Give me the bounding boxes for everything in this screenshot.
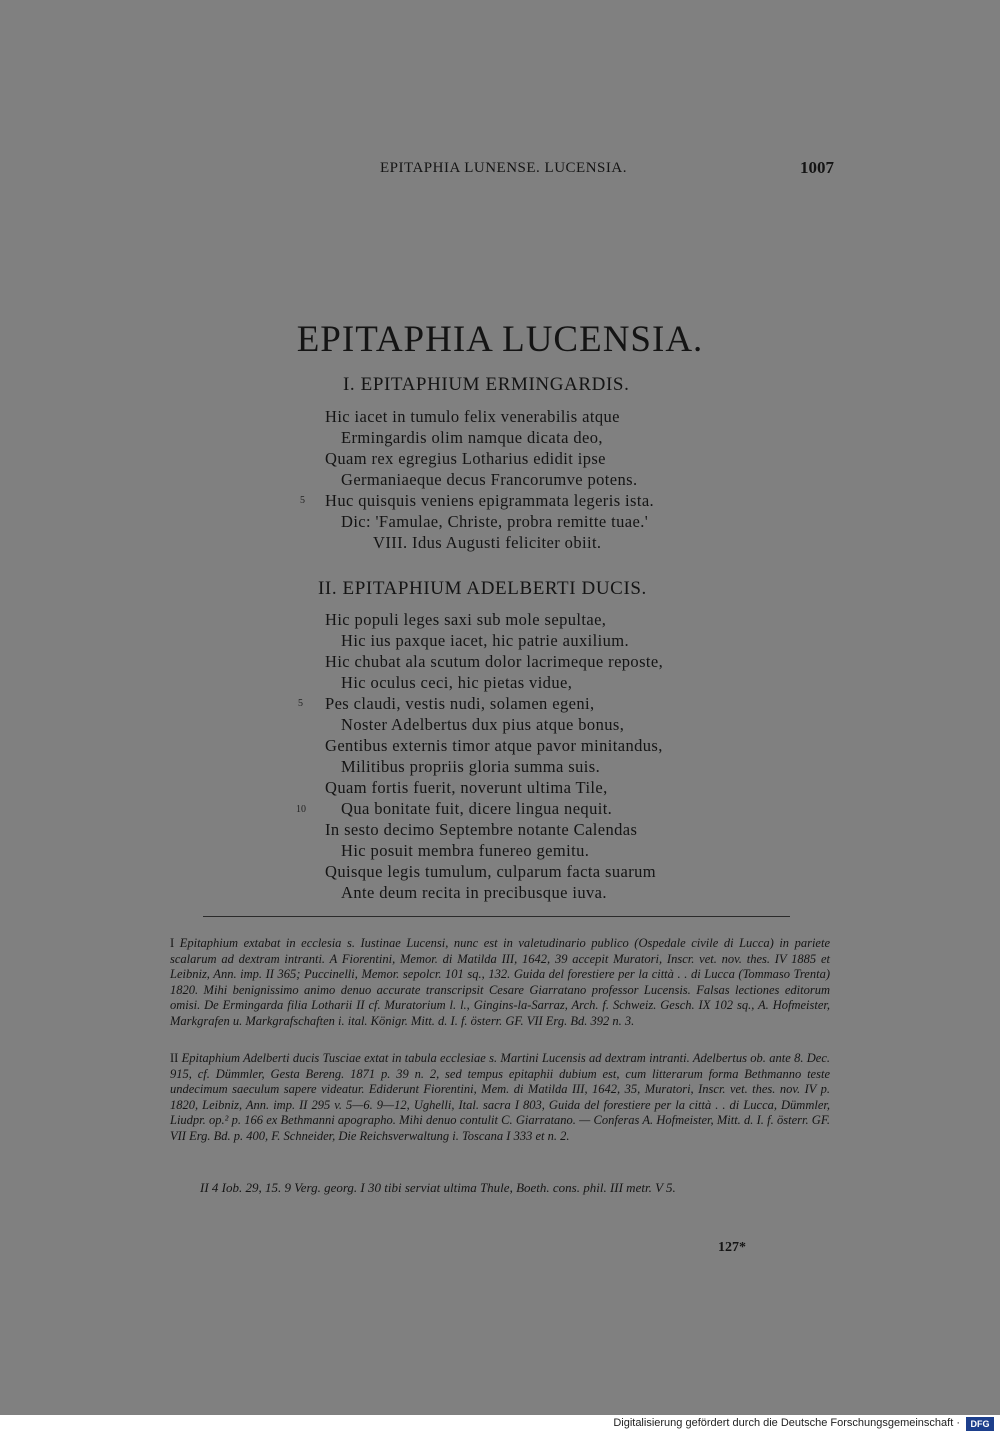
main-title: EPITAPHIA LUCENSIA. [296, 319, 704, 360]
footnote-I-text: Epitaphium extabat in ecclesia s. Iustinae Lucensi, nunc est in valetudinario publico (Ospedale civile di Lucca) in pariete scalarum ad dextram intranti. A Fiorentini, Memor. di Matilda III, 1642, 39 accepit Muratori, Inscr. vet. nov. thes. IV 1885 et Leibniz, Ann. imp. II 365; Puccinelli, Memor. sepolcr. 101 sq., 132. Guida del forestiere per la città . . di Lucca (Tommaso Trenta) 1820. Mihi benignissimo animo denuo accurate transcripsit Cesare Giarratano professor Lucensis. Falsas lectiones editorum omisi. De Ermingarda filia Lotharii II cf. Muratorium l. l., Gingins-la-Sarraz, Arch. f. Schweiz. Gesch. IX 102 sq., A. Hofmeister, Markgrafen u. Markgrafschaften i. ital. Königr. Mitt. d. I. f. österr. GF. VII Erg. Bd. 392 n. 3. [170, 936, 831, 1028]
section1-verse-4: Germaniaeque decus Francorumve potens. [341, 470, 638, 489]
section2-verse-10: Qua bonitate fuit, dicere lingua nequit. [341, 799, 613, 818]
section2-verse-1: Hic populi leges saxi sub mole sepultae, [325, 610, 607, 629]
section2-verse-8: Militibus propriis gloria summa suis. [341, 757, 601, 776]
signature-mark: 127* [718, 1240, 746, 1255]
footnote-I-label: I [170, 936, 175, 950]
page-number: 1007 [800, 158, 834, 177]
section1-verse-7: VIII. Idus Augusti feliciter obiit. [373, 533, 602, 552]
footnote-II-label: II [170, 1051, 179, 1065]
section2-line-number-5: 5 [298, 698, 303, 709]
footnote-II-text: Epitaphium Adelberti ducis Tusciae extat in tabula ecclesiae s. Martini Lucensis ad dextram intranti. Adelbertus ob. ante 8. Dec. 915, cf. Dümmler, Gesta Bereng. 1871 p. 39 n. 2, sed tempus epitaphii dubium est, cum litterarum forma Bethmanno teste undecimum saeculum sapere videatur. Ediderunt Fiorentini, Mem. di Matilda III, 1642, 35, Muratori, Inscr. vet. thes. nov. IV p. 1820, Leibniz, Ann. imp. II 295 v. 5—6. 9—12, Ughelli, Ital. sacra I 803, Guida del forestiere per la città . . di Lucca, Dümmler, Liudpr. op.² p. 166 ex Bethmanni apographo. Mihi denuo contulit C. Giarratano. — Conferas A. Hofmeister, Mitt. d. I. f. österr. GF. VII Erg. Bd. p. 400, F. Schneider, Die Reichsverwaltung i. Toscana I 333 et n. 2. [170, 1051, 831, 1143]
section1-verse-2: Ermingardis olim namque dicata deo, [341, 428, 603, 447]
section2-verse-6: Noster Adelbertus dux pius atque bonus, [341, 715, 625, 734]
footnote-I [170, 936, 830, 1029]
section1-line-number-5: 5 [300, 495, 305, 506]
section2-verse-9: Quam fortis fuerit, noverunt ultima Tile, [325, 778, 608, 797]
credit-text: Digitalisierung gefördert durch die Deutsche Forschungsgemeinschaft · [613, 1417, 960, 1429]
digitization-credit-bar [0, 1415, 1000, 1434]
running-title: EPITAPHIA LUNENSE. LUCENSIA. [380, 160, 627, 176]
section1-verse-6: Dic: 'Famulae, Christe, probra remitte tuae.' [341, 512, 649, 531]
section2-verse-2: Hic ius paxque iacet, hic patrie auxilium. [341, 631, 630, 650]
section2-heading: II. EPITAPHIUM ADELBERTI DUCIS. [318, 578, 647, 599]
section2-verse-11: In sesto decimo Septembre notante Calendas [325, 820, 638, 839]
section2-verse-3: Hic chubat ala scutum dolor lacrimeque reposte, [325, 652, 664, 671]
dfg-logo: DFG [966, 1417, 994, 1431]
section2-line-number-10: 10 [296, 804, 306, 815]
section1-verse-3: Quam rex egregius Lotharius edidit ipse [325, 449, 606, 468]
footnote-rule [203, 916, 790, 917]
footnote-II [170, 1051, 830, 1144]
section1-heading: I. EPITAPHIUM ERMINGARDIS. [343, 374, 630, 395]
section2-verse-5: Pes claudi, vestis nudi, solamen egeni, [325, 694, 595, 713]
section1-verse-5: Huc quisquis veniens epigrammata legeris ista. [325, 491, 655, 510]
section2-verse-14: Ante deum recita in precibusque iuva. [341, 883, 607, 902]
section2-verse-4: Hic oculus ceci, hic pietas vidue, [341, 673, 573, 692]
section2-verse-12: Hic posuit membra funereo gemitu. [341, 841, 590, 860]
section1-verse-1: Hic iacet in tumulo felix venerabilis atque [325, 407, 620, 426]
apparatus-line: II 4 Iob. 29, 15. 9 Verg. georg. I 30 tibi serviat ultima Thule, Boeth. cons. phil. III metr. V 5. [200, 1180, 676, 1195]
section2-verse-7: Gentibus externis timor atque pavor minitandus, [325, 736, 663, 755]
section2-verse-13: Quisque legis tumulum, culparum facta suarum [325, 862, 657, 881]
